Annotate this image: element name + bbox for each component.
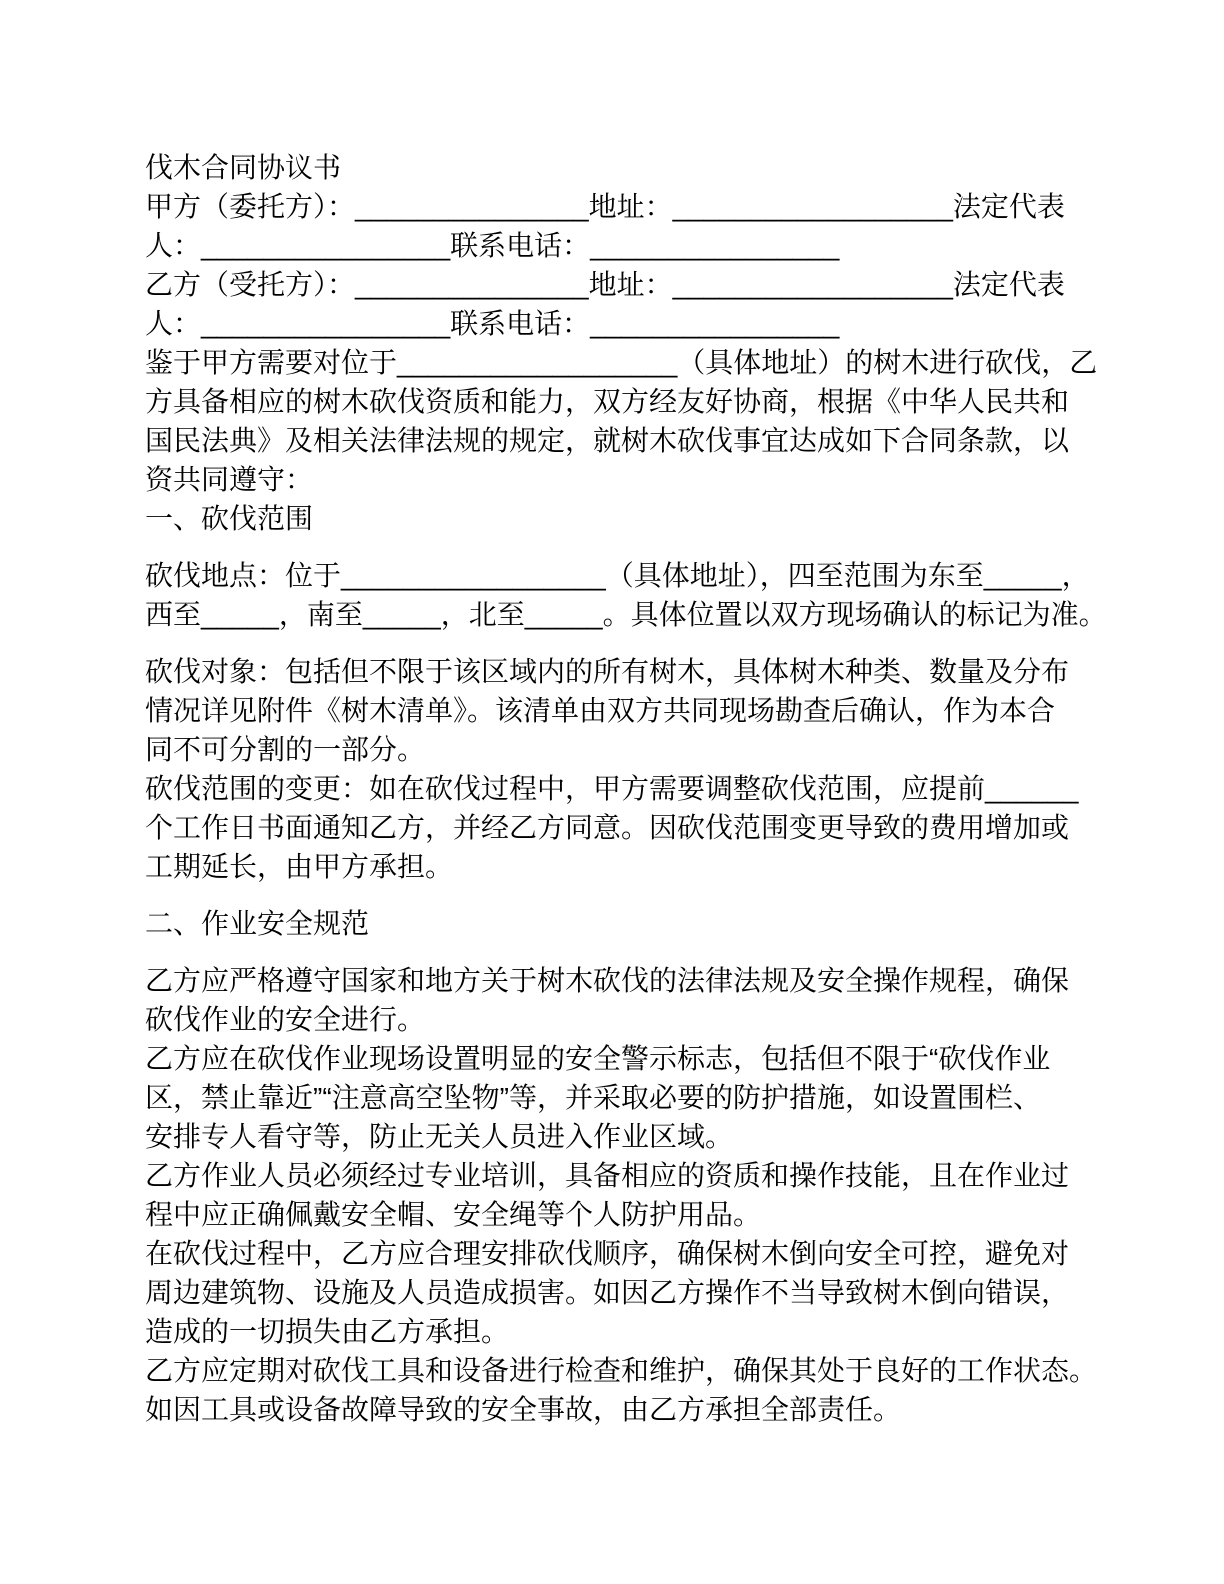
contract-line: 乙方（受托方）：_______________地址：__________________法定代表 xyxy=(145,269,1065,300)
contract-line: 砍伐地点：位于_________________（具体地址），四至范围为东至_____， xyxy=(145,560,1090,591)
blank-line xyxy=(145,538,1085,556)
contract-line: 砍伐对象：包括但不限于该区域内的所有树木，具体树木种类、数量及分布 xyxy=(145,656,1070,687)
contract-line: 在砍伐过程中，乙方应合理安排砍伐顺序，确保树木倒向安全可控，避免对 xyxy=(145,1238,1070,1269)
contract-line: 乙方应定期对砍伐工具和设备进行检查和维护，确保其处于良好的工作状态。 xyxy=(145,1355,1098,1386)
blank-line xyxy=(145,886,1085,904)
contract-line: 造成的一切损失由乙方承担。 xyxy=(145,1316,510,1347)
contract-line: 人：________________联系电话：________________ xyxy=(145,308,840,339)
blank-line xyxy=(145,943,1085,961)
contract-line: 同不可分割的一部分。 xyxy=(145,734,426,765)
contract-line: 工期延长，由甲方承担。 xyxy=(145,851,454,882)
contract-line: 情况详见附件《树木清单》。该清单由双方共同现场勘查后确认，作为本合 xyxy=(145,695,1056,726)
contract-line: 砍伐范围的变更：如在砍伐过程中，甲方需要调整砍伐范围，应提前______ xyxy=(145,773,1079,804)
contract-line: 甲方（委托方）：_______________地址：__________________法定代表 xyxy=(145,191,1065,222)
document-body xyxy=(145,187,1107,1429)
contract-line: 方具备相应的树木砍伐资质和能力，双方经友好协商，根据《中华人民共和 xyxy=(145,386,1070,417)
contract-line: 区，禁止靠近”“注意高空坠物”等，并采取必要的防护措施，如设置围栏、 xyxy=(145,1082,1041,1113)
contract-line: 一、砍伐范围 xyxy=(145,503,314,534)
contract-line: 鉴于甲方需要对位于__________________（具体地址）的树木进行砍伐，乙 xyxy=(145,347,1098,378)
contract-line: 国民法典》及相关法律法规的规定，就树木砍伐事宜达成如下合同条款，以 xyxy=(145,425,1070,456)
contract-line: 西至_____，南至_____，北至_____。具体位置以双方现场确认的标记为准。 xyxy=(145,599,1107,630)
contract-line: 砍伐作业的安全进行。 xyxy=(145,1004,426,1035)
contract-line: 如因工具或设备故障导致的安全事故，由乙方承担全部责任。 xyxy=(145,1394,902,1425)
contract-line: 安排专人看守等，防止无关人员进入作业区域。 xyxy=(145,1121,734,1152)
contract-document xyxy=(145,148,1107,1429)
document-title: 伐木合同协议书 xyxy=(145,152,342,183)
blank-line xyxy=(145,634,1085,652)
contract-line: 乙方应严格遵守国家和地方关于树木砍伐的法律法规及安全操作规程，确保 xyxy=(145,965,1070,996)
contract-line: 人：________________联系电话：________________ xyxy=(145,230,840,261)
contract-line: 周边建筑物、设施及人员造成损害。如因乙方操作不当导致树木倒向错误， xyxy=(145,1277,1070,1308)
contract-line: 乙方应在砍伐作业现场设置明显的安全警示标志，包括但不限于“砍伐作业 xyxy=(145,1043,1051,1074)
contract-line: 乙方作业人员必须经过专业培训，具备相应的资质和操作技能，且在作业过 xyxy=(145,1160,1070,1191)
contract-line: 个工作日书面通知乙方，并经乙方同意。因砍伐范围变更导致的费用增加或 xyxy=(145,812,1070,843)
contract-line: 资共同遵守： xyxy=(145,464,314,495)
contract-line: 二、作业安全规范 xyxy=(145,908,370,939)
contract-line: 程中应正确佩戴安全帽、安全绳等个人防护用品。 xyxy=(145,1199,762,1230)
